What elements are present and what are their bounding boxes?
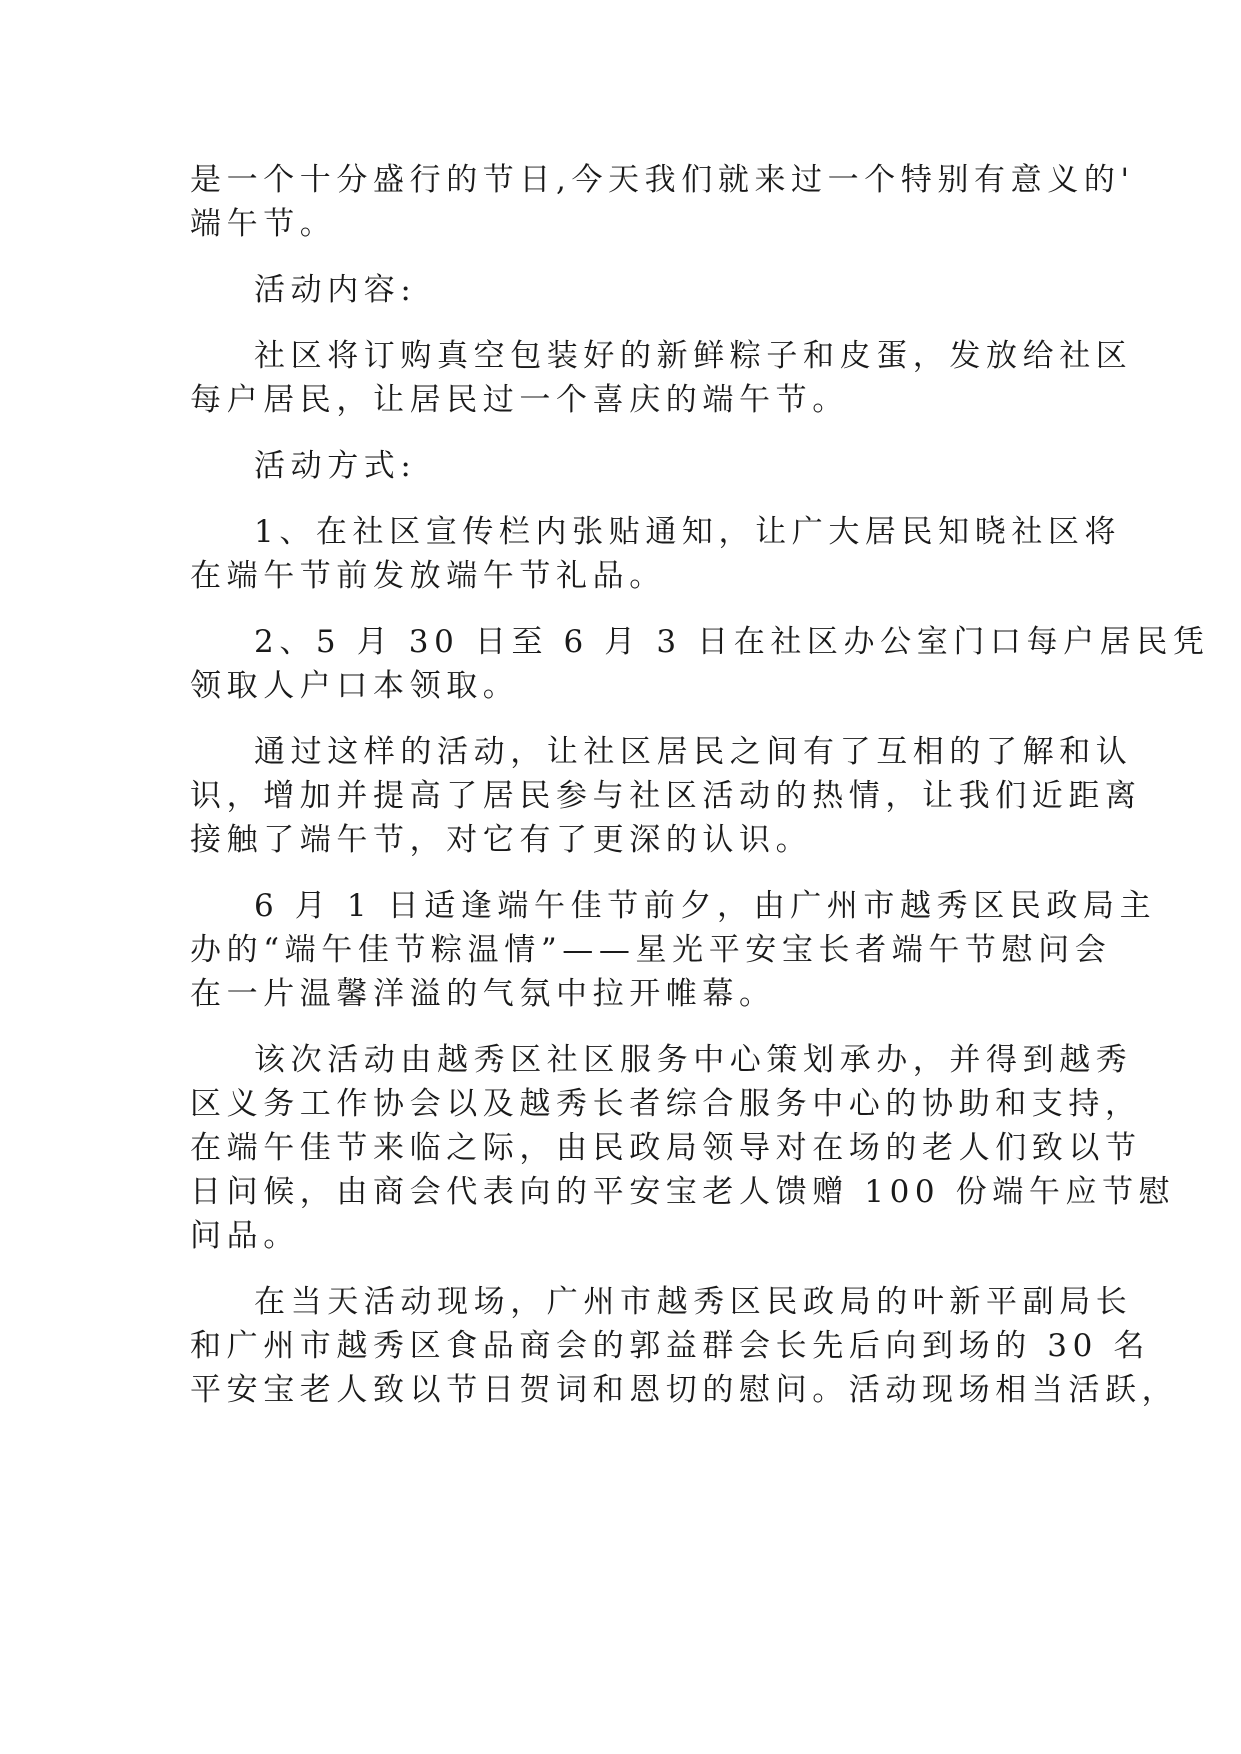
text-line: 在端午佳节来临之际，由民政局领导对在场的老人们致以节 xyxy=(190,1130,1142,1166)
section-heading: 活动内容: xyxy=(254,272,417,308)
section-heading: 活动方式: xyxy=(254,448,417,484)
paragraph-start: 1、在社区宣传栏内张贴通知，让广大居民知晓社区将 xyxy=(254,514,1122,550)
text-line: 接触了端午节，对它有了更深的认识。 xyxy=(190,822,813,858)
paragraph-start: 通过这样的活动，让社区居民之间有了互相的了解和认 xyxy=(254,734,1133,770)
text-line: 识，增加并提高了居民参与社区活动的热情，让我们近距离 xyxy=(190,778,1142,814)
paragraph-start: 2、5 月 30 日至 6 月 3 日在社区办公室门口每户居民凭 xyxy=(254,624,1210,660)
text-line: 领取人户口本领取。 xyxy=(190,668,520,704)
text-line: 端午节。 xyxy=(190,206,337,242)
paragraph-start: 该次活动由越秀区社区服务中心策划承办，并得到越秀 xyxy=(254,1042,1133,1078)
text-line: 问品。 xyxy=(190,1218,300,1254)
text-line: 区义务工作协会以及越秀长者综合服务中心的协助和支持， xyxy=(190,1086,1142,1122)
text-line: 平安宝老人致以节日贺词和恩切的慰问。活动现场相当活跃， xyxy=(190,1372,1179,1408)
text-line: 每户居民，让居民过一个喜庆的端午节。 xyxy=(190,382,849,418)
text-line: 日问候，由商会代表向的平安宝老人馈赠 100 份端午应节慰 xyxy=(190,1174,1176,1210)
text-line: 和广州市越秀区食品商会的郭益群会长先后向到场的 30 名 xyxy=(190,1328,1150,1364)
paragraph-start: 6 月 1 日适逢端午佳节前夕，由广州市越秀区民政局主 xyxy=(254,888,1157,924)
text-line: 是一个十分盛行的节日,今天我们就来过一个特别有意义的' xyxy=(190,162,1135,198)
paragraph-start: 在当天活动现场，广州市越秀区民政局的叶新平副局长 xyxy=(254,1284,1133,1320)
text-line: 在端午节前发放端午节礼品。 xyxy=(190,558,666,594)
text-line: 办的“端午佳节粽温情”——星光平安宝长者端午节慰问会 xyxy=(190,932,1112,968)
paragraph-start: 社区将订购真空包装好的新鲜粽子和皮蛋，发放给社区 xyxy=(254,338,1133,374)
text-line: 在一片温馨洋溢的气氛中拉开帷幕。 xyxy=(190,976,776,1012)
